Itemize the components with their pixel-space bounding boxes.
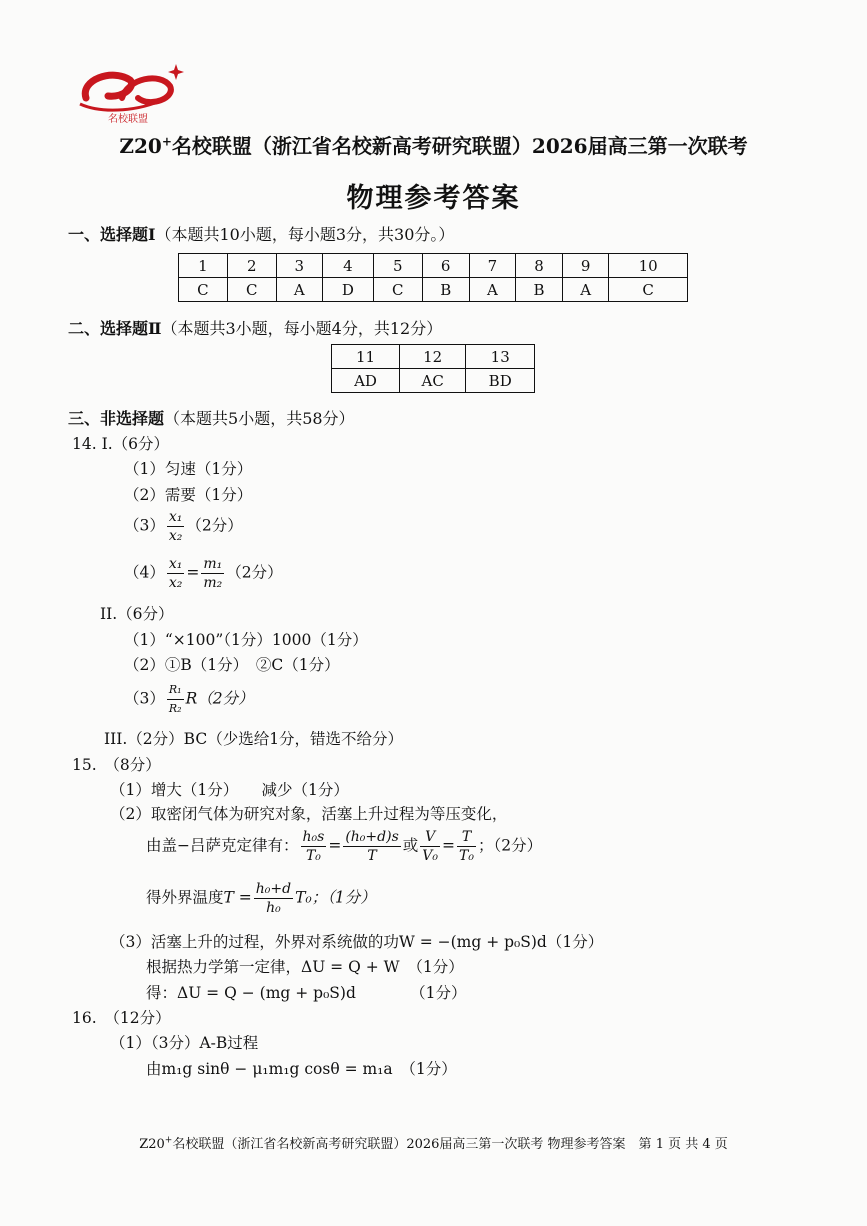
q15-answer-3: （3）活塞上升的过程，外界对系统做的功W = −(mg + p₀S)d（1分） <box>110 933 604 951</box>
table-row-answers <box>332 369 535 393</box>
table-row-answers <box>179 278 688 302</box>
table-cell: C <box>609 278 688 302</box>
table-cell: C <box>373 278 422 302</box>
q15-energy-result: 得：ΔU = Q − (mg + p₀S)d （1分） <box>146 984 467 1002</box>
table-cell: BD <box>466 369 535 393</box>
logo-text: 名校联盟 <box>108 114 148 125</box>
table-cell: 12 <box>399 345 465 369</box>
q15-answer-1: （1）增大（1分） 减少（1分） <box>110 781 349 799</box>
table-cell: 3 <box>276 254 322 278</box>
section2-answer-table <box>331 344 535 393</box>
q16-equation: 由m₁g sinθ − μ₁m₁g cosθ = m₁a （1分） <box>146 1060 457 1078</box>
q14-answer-2: （2）需要（1分） <box>124 486 253 504</box>
table-cell: 2 <box>227 254 276 278</box>
fraction-m1-m2: $\frac{\text{m₁}}{\text{m₂}}$ <box>203 556 223 591</box>
fraction: $\frac{\text{(h₀+d)s}}{T}$ <box>345 829 399 864</box>
fraction-r1-r2: $\frac{\text{R₁}}{\text{R₂}}$ <box>168 683 182 715</box>
q14-ii-answer-1: （1）“×100”（1分）1000（1分） <box>124 631 368 649</box>
fraction: $\frac{\text{h₀+d}}{\text{h₀}}$ <box>255 881 292 916</box>
table-cell: 8 <box>516 254 563 278</box>
q16-heading: 16. （12分） <box>72 1009 171 1027</box>
fraction: $\frac{T}{\text{T₀}}$ <box>459 829 474 864</box>
q15-first-law: 根据热力学第一定律，ΔU = Q + W （1分） <box>146 958 464 976</box>
table-cell: 13 <box>466 345 535 369</box>
table-cell: C <box>179 278 228 302</box>
table-cell: 4 <box>322 254 373 278</box>
table-cell: A <box>276 278 322 302</box>
table-cell: 10 <box>609 254 688 278</box>
alliance-logo <box>72 58 197 128</box>
table-cell: D <box>322 278 373 302</box>
document-title: 物理参考答案 <box>346 183 521 214</box>
exam-title: Z20+名校联盟（浙江省名校新高考研究联盟）2026届高三第一次联考 <box>119 134 748 158</box>
fraction-x1-x2: $\frac{\text{x₁}}{\text{x₂}}$ <box>168 509 183 544</box>
table-cell: AD <box>332 369 400 393</box>
table-cell: 1 <box>179 254 228 278</box>
table-cell: A <box>563 278 609 302</box>
table-cell: 11 <box>332 345 400 369</box>
section1-heading: 一、选择题Ⅰ（本题共10小题，每小题3分，共30分。） <box>68 225 455 244</box>
table-cell: 9 <box>563 254 609 278</box>
table-cell: B <box>516 278 563 302</box>
table-row-numbers <box>332 345 535 369</box>
section1-answer-table <box>178 253 688 302</box>
table-cell: 6 <box>422 254 469 278</box>
section2-heading: 二、选择题Ⅱ（本题共3小题，每小题4分，共12分） <box>68 319 443 338</box>
q14-heading: 14. I.（6分） <box>72 435 169 453</box>
q15-gay-lussac-equation: 由盖−吕萨克定律有： $\frac{\text{h₀s}}{\text{T₀}}$ = $\frac{\text{(h₀+d)s}}{T}$ 或 $\frac{V}{\text{V₀}}$ = $\frac{T}{\text{T₀}}$ ；（2分） <box>146 829 543 864</box>
table-row-numbers <box>179 254 688 278</box>
q15-answer-2: （2）取密闭气体为研究对象，活塞上升过程为等压变化， <box>110 805 508 823</box>
q14-ii-answer-2: （2）①B（1分） ②C（1分） <box>124 656 340 674</box>
table-cell: A <box>469 278 515 302</box>
table-cell: C <box>227 278 276 302</box>
q14-answer-1: （1）匀速（1分） <box>124 460 253 478</box>
table-cell: 7 <box>469 254 515 278</box>
table-cell: AC <box>399 369 465 393</box>
q14-ii-answer-3: （3） $\frac{\text{R₁}}{\text{R₂}}$ R（2分） <box>124 681 254 718</box>
table-cell: 5 <box>373 254 422 278</box>
q14-iii-answer: III.（2分）BC（少选给1分，错选不给分） <box>104 730 404 748</box>
table-cell: B <box>422 278 469 302</box>
q14-answer-3: （3） $\frac{\text{x₁}}{\text{x₂}}$ （2分） <box>124 509 243 544</box>
fraction: $\frac{V}{\text{V₀}}$ <box>422 829 439 864</box>
fraction: $\frac{\text{h₀s}}{\text{T₀}}$ <box>302 829 325 864</box>
q16-answer-1: （1）（3分）A-B过程 <box>110 1034 259 1052</box>
section3-heading: 三、非选择题（本题共5小题，共58分） <box>68 409 355 428</box>
page-footer: Z20+名校联盟（浙江省名校新高考研究联盟）2026届高三第一次联考 物理参考答案 第 1 页 共 4 页 <box>139 1135 728 1152</box>
q14-ii-heading: II.（6分） <box>100 605 174 623</box>
q15-temperature-result: 得外界温度T = $\frac{\text{h₀+d}}{\text{h₀}}$ T₀；（1分） <box>146 881 376 916</box>
q14-answer-4: （4） $\frac{\text{x₁}}{\text{x₂}}$ = $\frac{\text{m₁}}{\text{m₂}}$ （2分） <box>124 556 283 591</box>
q15-heading: 15. （8分） <box>72 756 161 774</box>
fraction-x1-x2: $\frac{\text{x₁}}{\text{x₂}}$ <box>168 556 183 591</box>
